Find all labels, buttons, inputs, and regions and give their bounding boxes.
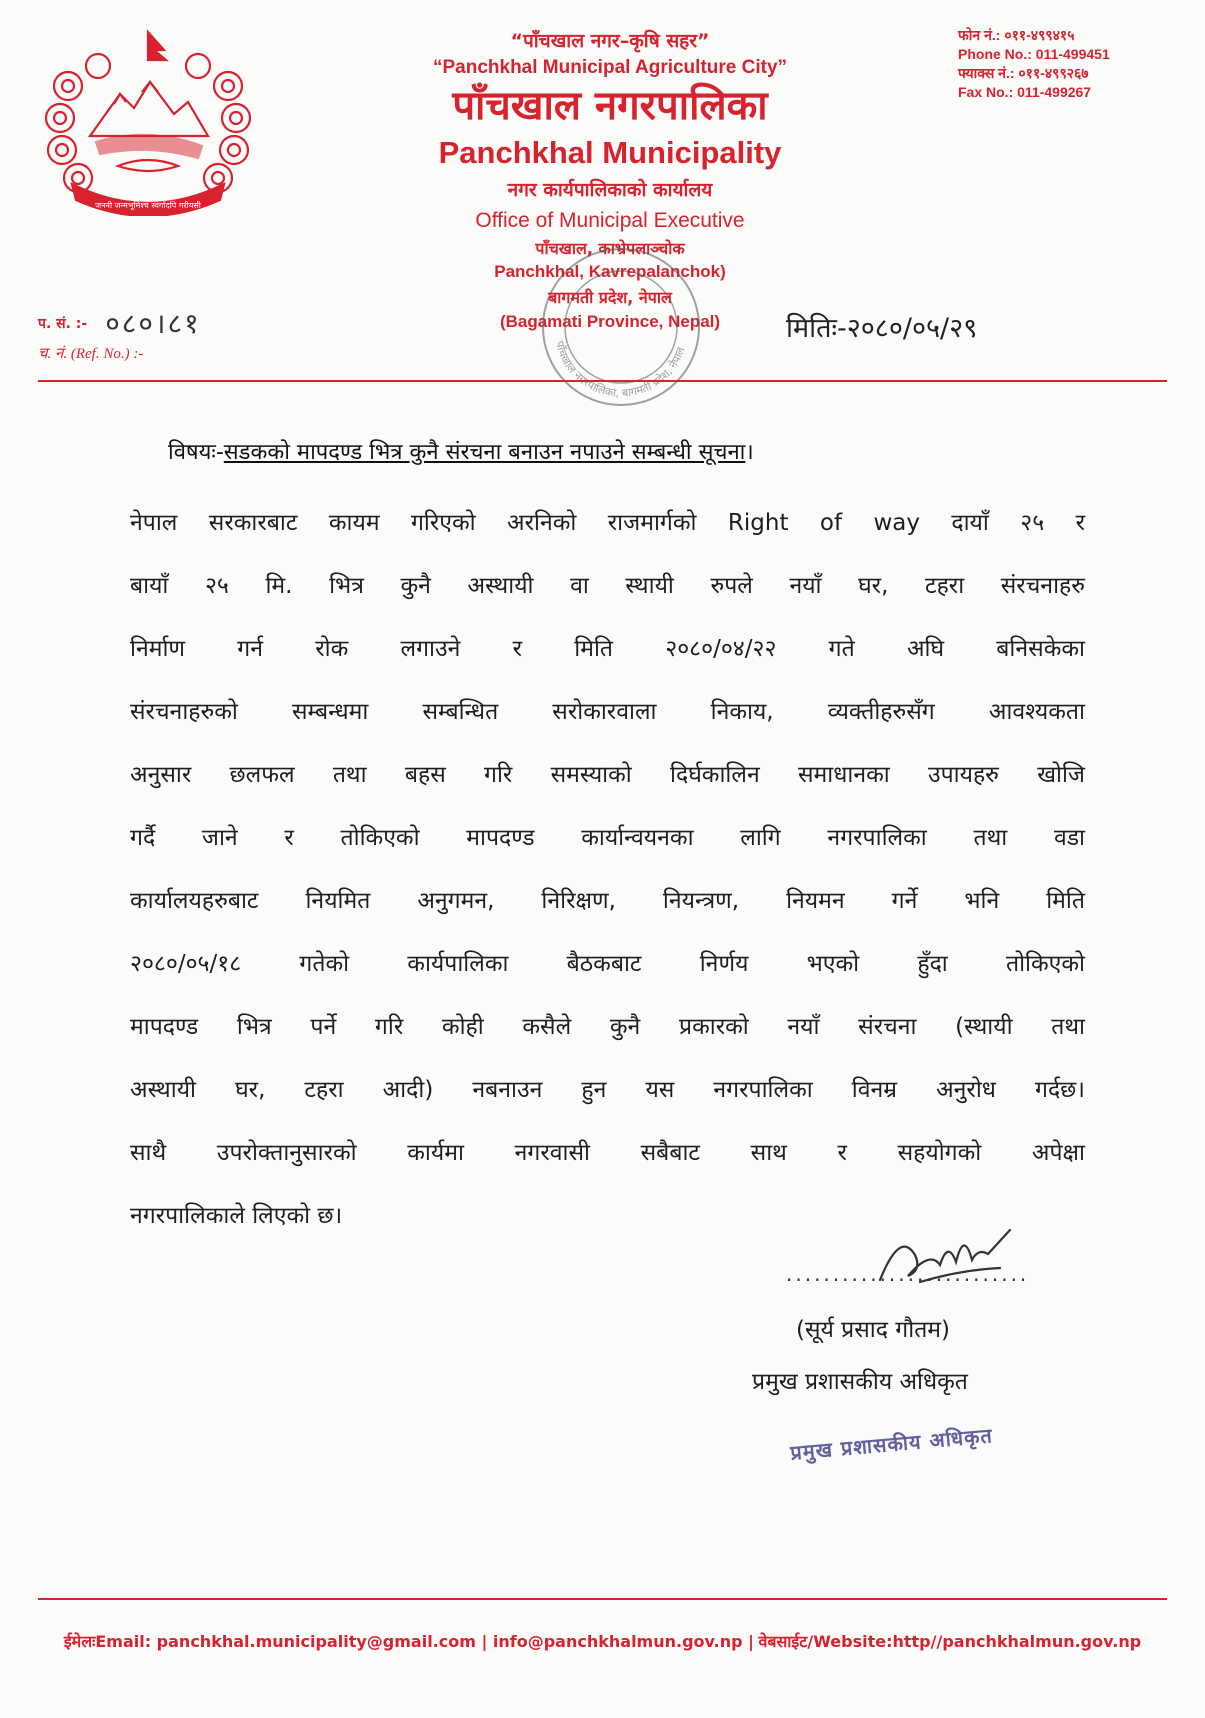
body-line: कार्यालयहरुबाट नियमित अनुगमन, निरिक्षण, नियन्त्रण, नियमन गर्ने भनि मिति [130, 888, 1085, 914]
phone-nepali: फोन नं.: ०११-४९९४१५ [958, 27, 1075, 43]
tagline-english: “Panchkhal Municipal Agriculture City” [432, 56, 788, 78]
signatory-title: प्रमुख प्रशासकीय अधिकृत [752, 1369, 968, 1395]
body-line: अनुसार छलफल तथा बहस गरि समस्याको दिर्घकालिन समाधानका उपायहरु खोजि [130, 762, 1085, 788]
website-label: वेबसाईट [758, 1632, 808, 1651]
fax-nepali: फ्याक्स नं.: ०११-४९९२६७ [958, 65, 1089, 81]
email-text: Email: panchkhal.municipality@gmail.com | info@panchkhalmun.gov.np | [95, 1632, 754, 1651]
letter-number-value: ०८०।८१ [105, 307, 201, 340]
subject-line [168, 436, 754, 466]
body-line: बायाँ २५ मि. भित्र कुनै अस्थायी वा स्थायी रुपले नयाँ घर, टहरा संरचनाहरु [130, 573, 1085, 599]
subject-prefix: विषयः- [168, 440, 224, 465]
body-line: गर्दै जाने र तोकिएको मापदण्ड कार्यान्वयनका लागि नगरपालिका तथा वडा [130, 825, 1085, 851]
fax-english: Fax No.: 011-499267 [958, 84, 1092, 100]
designation-stamp: प्रमुख प्रशासकीय अधिकृत [789, 1423, 994, 1465]
office-name-nepali: नगर कार्यपालिकाको कार्यालय [507, 178, 713, 201]
municipality-name-nepali: पाँचखाल नगरपालिका [452, 82, 768, 129]
body-line: नगरपालिकाले लिएको छ। [130, 1203, 343, 1229]
notice-body [130, 492, 1085, 1248]
address-nepali-1: पाँचखाल, काभ्रेपलाञ्चोक [535, 238, 685, 258]
letter-date: मितिः-२०८०/०५/२९ [786, 313, 978, 344]
body-line: २०८०/०५/१८ गतेको कार्यपालिका बैठकबाट निर्णय भएको हुँदा तोकिएको [130, 951, 1085, 977]
signatory-name: (सूर्य प्रसाद गौतम) [796, 1317, 951, 1343]
stamp-text: पाँचखाल नगरपालिका, बागमती प्रदेश, नेपाल [552, 339, 688, 400]
nepal-emblem-logo [38, 26, 258, 216]
emblem-motto: जननी जन्मभूमिश्च स्वर्गादपि गरीयसी [95, 201, 201, 210]
address-english-2: (Bagamati Province, Nepal) [499, 311, 721, 331]
body-line: नेपाल सरकारबाट कायम गरिएको अरनिको राजमार्गको Right of way दायाँ २५ र [130, 510, 1085, 536]
signature-dotted-line: .......................... [786, 1262, 1030, 1286]
handwritten-signature [860, 1210, 1030, 1300]
body-line: अस्थायी घर, टहरा आदी) नबनाउन हुन यस नगरपालिका विनम्र अनुरोध गर्दछ। [130, 1077, 1085, 1103]
email-label: ईमेलः [63, 1632, 96, 1651]
reference-block [38, 308, 201, 368]
letter-number-label: प. सं. :- [38, 315, 88, 332]
tagline-nepali: “पाँचखाल नगर–कृषि सहर” [510, 30, 710, 52]
office-round-stamp [536, 232, 706, 422]
body-line: संरचनाहरुको सम्बन्धमा सम्बन्धित सरोकारवाला निकाय, व्यक्तीहरुसँग आवश्यकता [130, 699, 1085, 725]
address-english-1: Panchkhal, Kavrepalanchok) [494, 261, 726, 281]
subject-suffix: । [745, 440, 754, 465]
contact-info [958, 26, 1110, 102]
subject-text: सडकको मापदण्ड भित्र कुनै संरचना बनाउन नपाउने सम्बन्धी सूचना [223, 440, 746, 465]
body-line: मापदण्ड भित्र पर्ने गरि कोही कसैले कुनै प्रकारको नयाँ संरचना (स्थायी तथा [130, 1014, 1085, 1040]
municipality-name-english: Panchkhal Municipality [438, 134, 782, 170]
phone-english: Phone No.: 011-499451 [958, 46, 1110, 62]
body-line: साथै उपरोक्तानुसारको कार्यमा नगरवासी सबैबाट साथ र सहयोगको अपेक्षा [130, 1140, 1085, 1166]
address-nepali-2: बागमती प्रदेश, नेपाल [548, 288, 672, 308]
header-divider [38, 380, 1167, 382]
website-text: /Website:http//panchkhalmun.gov.np [807, 1632, 1142, 1651]
office-name-english: Office of Municipal Executive [475, 208, 745, 232]
dispatch-number-label: च. नं. (Ref. No.) :- [38, 346, 144, 362]
footer-divider [38, 1598, 1167, 1600]
body-line: निर्माण गर्न रोक लगाउने र मिति २०८०/०४/२२ गते अघि बनिसकेका [130, 636, 1085, 662]
letterhead-footer [0, 1630, 1205, 1652]
